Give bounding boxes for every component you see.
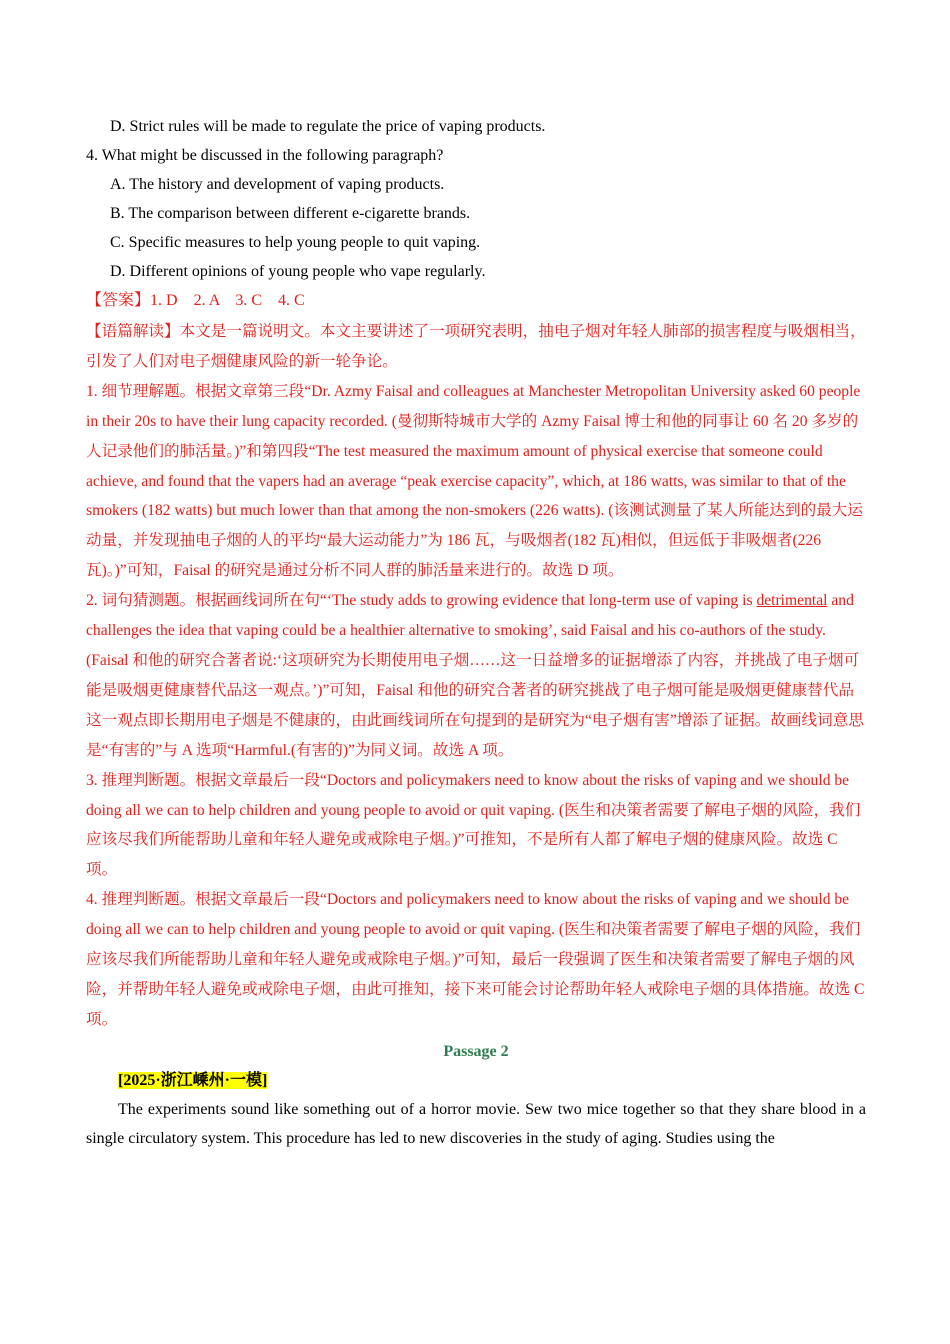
explanation-2 bbox=[86, 586, 866, 765]
answer-text: 1. D 2. A 3. C 4. C bbox=[150, 292, 305, 309]
q4-option-b: B. The comparison between different e-cigarette brands. bbox=[110, 205, 471, 222]
q4-option-d: D. Different opinions of young people who vape regularly. bbox=[110, 263, 486, 280]
analysis-text: 本文是一篇说明文。本文主要讲述了一项研究表明，抽电子烟对年轻人肺部的损害程度与吸烟相当，引发了人们对电子烟健康风险的新一轮争论。 bbox=[86, 323, 866, 370]
q3-option-d: D. Strict rules will be made to regulate the price of vaping products. bbox=[110, 118, 546, 135]
document-page bbox=[86, 112, 866, 1153]
explanation-4: 4. 推理判断题。根据文章最后一段“Doctors and policymakers need to know about the risks of vaping and we should be doing all we can to help children and young people to avoid or quit vaping. (医生和决策者需要了解电子烟的风险，我们应该尽我们所能帮助儿童和年轻人避免或戒除电子烟。)”可知，最后一段强调了医生和决策者需要了解电子烟的风险，并帮助年轻人避免或戒除电子烟，由此可推知，接下来可能会讨论帮助年轻人戒除电子烟的具体措施。故选 C 项。 bbox=[86, 891, 865, 1028]
explanation-2-after: and challenges the idea that vaping could be a healthier alternative to smoking’, said Faisal and his co-authors of the study. (Faisal 和他的研究合著者说:‘这项研究为长期使用电子烟……这一日益增多的证据增添了内容，并挑战了电子烟可能是吸烟更健康替代品这一观点。’)”可知，Faisal 和他的研究合著者的研究挑战了电子烟可能是吸烟更健康替代品这一观点即长期用电子烟是不健康的，由此画线词所在句提到的是研究为“电子烟有害”增添了证据。故画线词意思是“有害的”与 A 选项“Harmful.(有害的)”为同义词。故选 A 项。 bbox=[86, 592, 864, 759]
analysis-label: 【语篇解读】 bbox=[86, 323, 180, 340]
explanation-1: 1. 细节理解题。根据文章第三段“Dr. Azmy Faisal and colleagues at Manchester Metropolitan University asked 60 people in their 20s to have their lung capacity recorded. (曼彻斯特城市大学的 Azmy Faisal 博士和他的同事让 60 名 20 多岁的人记录他们的肺活量。)”和第四段“The test measured the maximum amount of physical exercise that someone could achieve, and found that the vapers had an average “peak exercise capacity”, which, at 186 watts, was similar to that of the smokers (182 watts) but much lower than that among the non-smokers (226 watts). (该测试测量了某人所能达到的最大运动量，并发现抽电子烟的人的平均“最大运动能力”为 186 瓦，与吸烟者(182 瓦)相似，但远低于非吸烟者(226 瓦)。)”可知，Faisal 的研究是通过分析不同人群的肺活量来进行的。故选 D 项。 bbox=[86, 382, 863, 580]
passage-2-body: The experiments sound like something out of a horror movie. Sew two mice together so that they share blood in a single circulatory system. This procedure has led to new discoveries in the study of aging. Studies using the bbox=[86, 1100, 866, 1147]
passage-2-source bbox=[86, 1066, 866, 1095]
source-highlight: [2025·浙江嵊州·一模] bbox=[118, 1071, 268, 1089]
explanation-3: 3. 推理判断题。根据文章最后一段“Doctors and policymakers need to know about the risks of vaping and we should be doing all we can to help children and young people to avoid or quit vaping. (医生和决策者需要了解电子烟的风险，我们应该尽我们所能帮助儿童和年轻人避免或戒除电子烟。)”可推知，不是所有人都了解电子烟的健康风险。故选 C 项。 bbox=[86, 771, 861, 879]
underlined-word: detrimental bbox=[756, 592, 828, 610]
explanation-2-before: 2. 词句猜测题。根据画线词所在句“‘The study adds to growing evidence that long-term use of vaping is bbox=[86, 592, 757, 610]
explanation-block bbox=[86, 317, 866, 1035]
passage-2-title: Passage 2 bbox=[443, 1042, 509, 1060]
answer-label: 【答案】 bbox=[86, 292, 151, 309]
q4-stem: 4. What might be discussed in the following paragraph? bbox=[86, 147, 444, 164]
q4-option-c: C. Specific measures to help young people to quit vaping. bbox=[110, 234, 481, 251]
answer-line bbox=[86, 286, 866, 317]
q4-option-a: A. The history and development of vaping products. bbox=[110, 176, 445, 193]
analysis-paragraph bbox=[86, 317, 866, 377]
